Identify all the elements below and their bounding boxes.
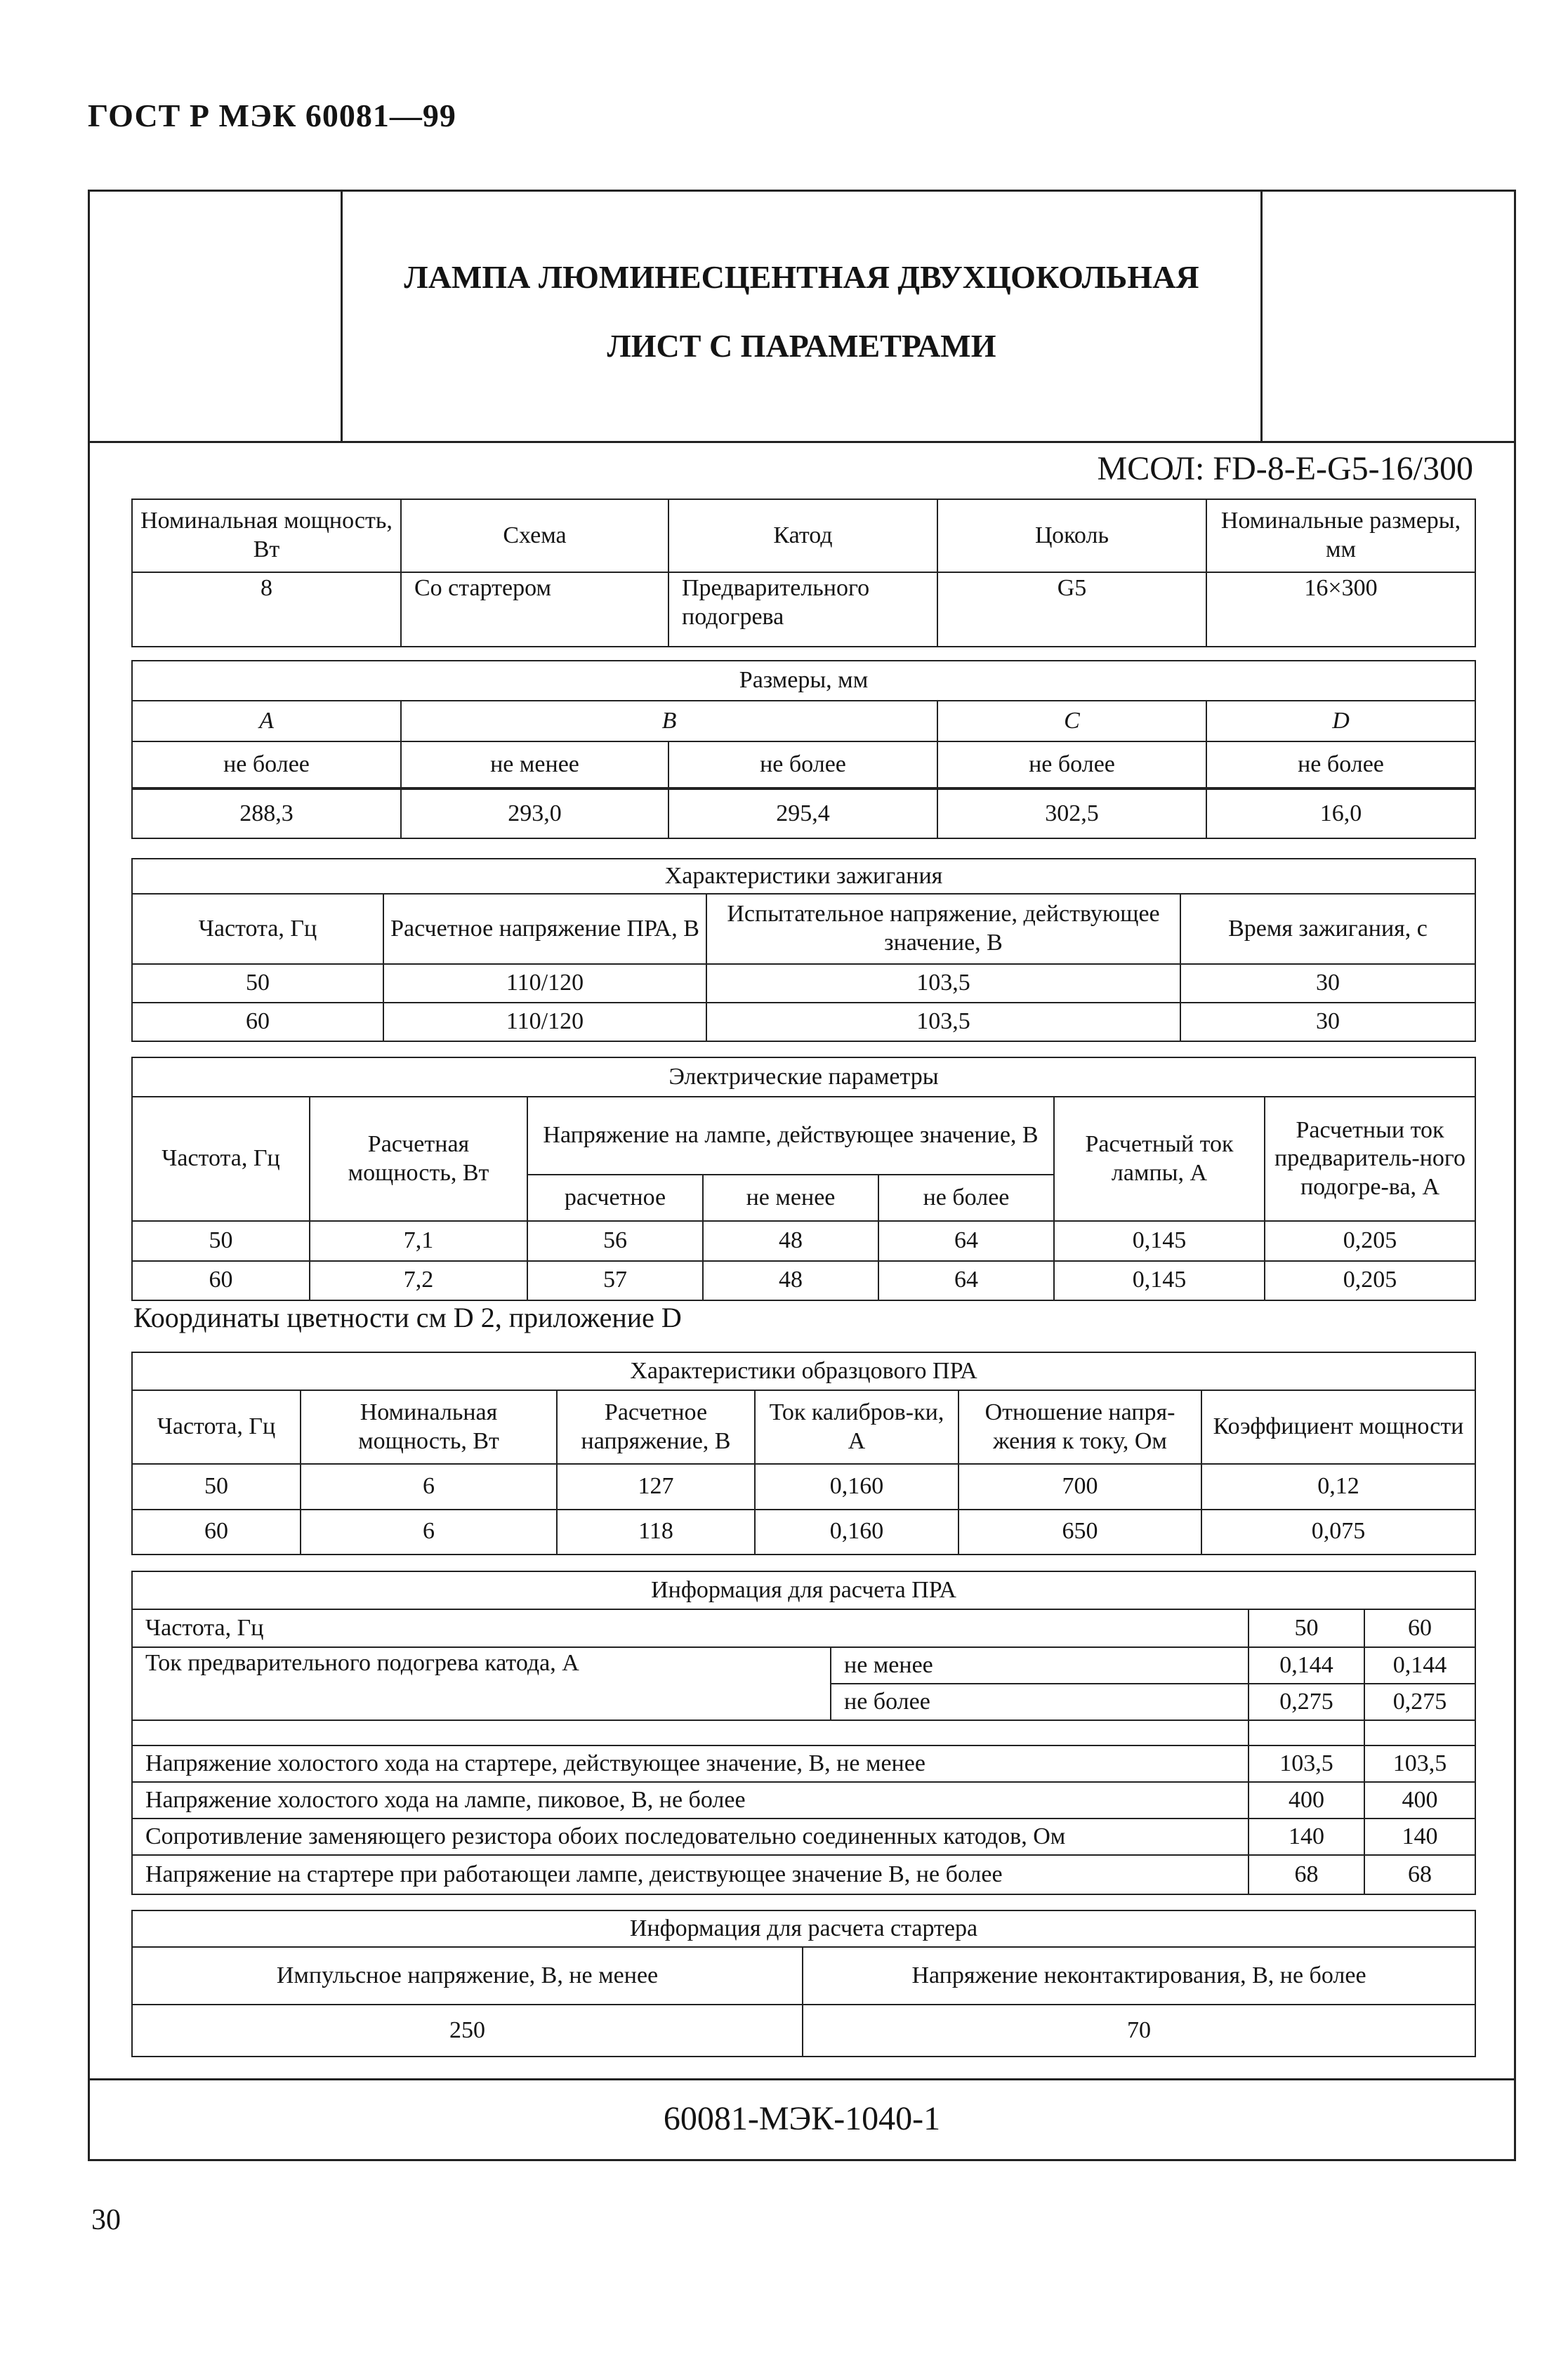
cell: 103,5 — [1249, 1745, 1364, 1782]
dimension-label: B — [401, 701, 937, 742]
header-cell: Расчетное напряжение ПРА, В — [383, 894, 706, 964]
header-cell: Расчетная мощность, Вт — [310, 1097, 527, 1221]
cell: 295,4 — [668, 788, 937, 838]
cell: 7,1 — [310, 1221, 527, 1260]
cell: 48 — [703, 1221, 878, 1260]
cell: 293,0 — [401, 788, 668, 838]
cell: 50 — [132, 1464, 301, 1509]
cell: 0,145 — [1054, 1221, 1265, 1260]
subheader-cell: не менее — [703, 1175, 878, 1221]
header-cell: Напряжение на лампе, действующее значение, В — [527, 1097, 1054, 1175]
limit-label: не более — [937, 741, 1206, 788]
table-caption: Размеры, мм — [132, 661, 1475, 701]
starter-info-table — [131, 1910, 1476, 2057]
cell: 0,075 — [1201, 1510, 1475, 1555]
document-header: ГОСТ Р МЭК 60081—99 — [88, 98, 456, 133]
header-cell: Номинальная мощность, Вт — [301, 1390, 557, 1464]
limit-label: не менее — [401, 741, 668, 788]
sheet-code: 60081-МЭК-1040-1 — [663, 2100, 941, 2137]
cell: 0,275 — [1364, 1684, 1475, 1720]
cell: 110/120 — [383, 1003, 706, 1041]
table-caption: Информация для расчета ПРА — [132, 1571, 1475, 1609]
dimensions-table — [131, 660, 1476, 839]
limit-label: не более — [831, 1684, 1249, 1720]
cell: 0,160 — [755, 1464, 958, 1509]
header-cell: Расчетныи ток предваритель-ного подогре-ва, А — [1265, 1097, 1475, 1221]
header-cell: Частота, Гц — [132, 1097, 310, 1221]
dimension-label: A — [132, 701, 401, 742]
cell: 30 — [1180, 964, 1475, 1003]
cell: 7,2 — [310, 1261, 527, 1300]
cell: 400 — [1249, 1782, 1364, 1819]
table-caption: Характеристики зажигания — [132, 859, 1475, 894]
cell: 0,144 — [1364, 1647, 1475, 1684]
cell: 56 — [527, 1221, 703, 1260]
title-divider — [88, 441, 1516, 443]
ballast-info-table — [131, 1571, 1476, 1895]
electrical-table — [131, 1057, 1476, 1301]
header-cell: Напряжение неконтактирования, В, не более — [803, 1947, 1475, 2005]
parameter-label: Напряжение холостого хода на стартере, действующее значение, В, не менее — [132, 1745, 1249, 1782]
subheader-cell: расчетное — [527, 1175, 703, 1221]
page-number: 30 — [91, 2204, 121, 2236]
cell: Предварительного подогрева — [668, 572, 937, 647]
cell: 127 — [557, 1464, 755, 1509]
frequency-label: Частота, Гц — [132, 1609, 1249, 1647]
general-table — [131, 499, 1476, 647]
cell: Со стартером — [401, 572, 668, 647]
cell: 60 — [1364, 1609, 1475, 1647]
header-cell: Расчетное напряжение, В — [557, 1390, 755, 1464]
cell: 103,5 — [706, 964, 1180, 1003]
cell: 400 — [1364, 1782, 1475, 1819]
cell: 8 — [132, 572, 401, 647]
cell: 0,205 — [1265, 1261, 1475, 1300]
header-cell: Коэффициент мощности — [1201, 1390, 1475, 1464]
cell: 64 — [878, 1221, 1054, 1260]
header-cell: Импульсное напряжение, В, не менее — [132, 1947, 803, 2005]
header-cell: Схема — [401, 499, 668, 572]
footer-divider — [88, 2078, 1516, 2080]
cell: 140 — [1364, 1819, 1475, 1855]
dimension-label: D — [1206, 701, 1475, 742]
parameter-label: Напряжение на стартере при работающеи лампе, деиствующее значение В, не более — [132, 1855, 1249, 1894]
cell: 0,275 — [1249, 1684, 1364, 1720]
header-cell: Расчетный ток лампы, А — [1054, 1097, 1265, 1221]
cell: 48 — [703, 1261, 878, 1300]
parameter-label: Сопротивление заменяющего резистора обоих последовательно соединенных катодов, Ом — [132, 1819, 1249, 1855]
table-caption: Характеристики образцового ПРА — [132, 1352, 1475, 1390]
header-cell: Отношение напря-жения к току, Ом — [958, 1390, 1201, 1464]
limit-label: не более — [668, 741, 937, 788]
cell: 30 — [1180, 1003, 1475, 1041]
header-cell: Номинальные размеры, мм — [1206, 499, 1475, 572]
ignition-table — [131, 858, 1476, 1042]
cell: 64 — [878, 1261, 1054, 1300]
limit-label: не более — [132, 741, 401, 788]
cell: 103,5 — [706, 1003, 1180, 1041]
cell: 700 — [958, 1464, 1201, 1509]
cell: 110/120 — [383, 964, 706, 1003]
cell: 6 — [301, 1464, 557, 1509]
header-cell: Испытательное напряжение, действующее значение, В — [706, 894, 1180, 964]
cell: 70 — [803, 2005, 1475, 2057]
parameter-label: Напряжение холостого хода на лампе, пиковое, В, не более — [132, 1782, 1249, 1819]
cell: 0,12 — [1201, 1464, 1475, 1509]
cell: 68 — [1249, 1855, 1364, 1894]
cell: 16×300 — [1206, 572, 1475, 647]
cell: 250 — [132, 2005, 803, 2057]
cell: 103,5 — [1364, 1745, 1475, 1782]
cell: 302,5 — [937, 788, 1206, 838]
header-cell: Частота, Гц — [132, 1390, 301, 1464]
header-cell: Катод — [668, 499, 937, 572]
preheat-current-label: Ток предварительного подогрева катода, А — [132, 1647, 831, 1720]
reference-ballast-table — [131, 1352, 1476, 1555]
header-cell: Номинальная мощность, Вт — [132, 499, 401, 572]
cell: 0,160 — [755, 1510, 958, 1555]
cell: 50 — [1249, 1609, 1364, 1647]
sheet-title: ЛАМПА ЛЮМИНЕСЦЕНТНАЯ ДВУХЦОКОЛЬНАЯ — [404, 259, 1199, 295]
header-cell: Частота, Гц — [132, 894, 383, 964]
header-cell: Время зажигания, с — [1180, 894, 1475, 964]
cell: 50 — [132, 1221, 310, 1260]
color-coordinates-note: Координаты цветности см D 2, приложение D — [133, 1302, 682, 1333]
cell: 650 — [958, 1510, 1201, 1555]
cell: G5 — [937, 572, 1206, 647]
cell: 16,0 — [1206, 788, 1475, 838]
subheader-cell: не более — [878, 1175, 1054, 1221]
sheet-subtitle: ЛИСТ С ПАРАМЕТРАМИ — [607, 328, 996, 364]
cell: 140 — [1249, 1819, 1364, 1855]
cell: 60 — [132, 1510, 301, 1555]
table-caption: Электрические параметры — [132, 1057, 1475, 1097]
dimension-label: C — [937, 701, 1206, 742]
cell: 0,205 — [1265, 1221, 1475, 1260]
cell: 60 — [132, 1003, 383, 1041]
cell: 6 — [301, 1510, 557, 1555]
cell: 0,144 — [1249, 1647, 1364, 1684]
cell: 50 — [132, 964, 383, 1003]
cell: 68 — [1364, 1855, 1475, 1894]
cell: 60 — [132, 1261, 310, 1300]
cell: 57 — [527, 1261, 703, 1300]
header-cell: Цоколь — [937, 499, 1206, 572]
title-box — [341, 190, 1263, 442]
cell: 0,145 — [1054, 1261, 1265, 1300]
cell: 118 — [557, 1510, 755, 1555]
cell: 288,3 — [132, 788, 401, 838]
limit-label: не более — [1206, 741, 1475, 788]
header-cell: Ток калибров-ки, А — [755, 1390, 958, 1464]
table-caption: Информация для расчета стартера — [132, 1910, 1475, 1947]
lamp-code: МСОЛ: FD-8-E-G5-16/300 — [1097, 450, 1473, 487]
limit-label: не менее — [831, 1647, 1249, 1684]
